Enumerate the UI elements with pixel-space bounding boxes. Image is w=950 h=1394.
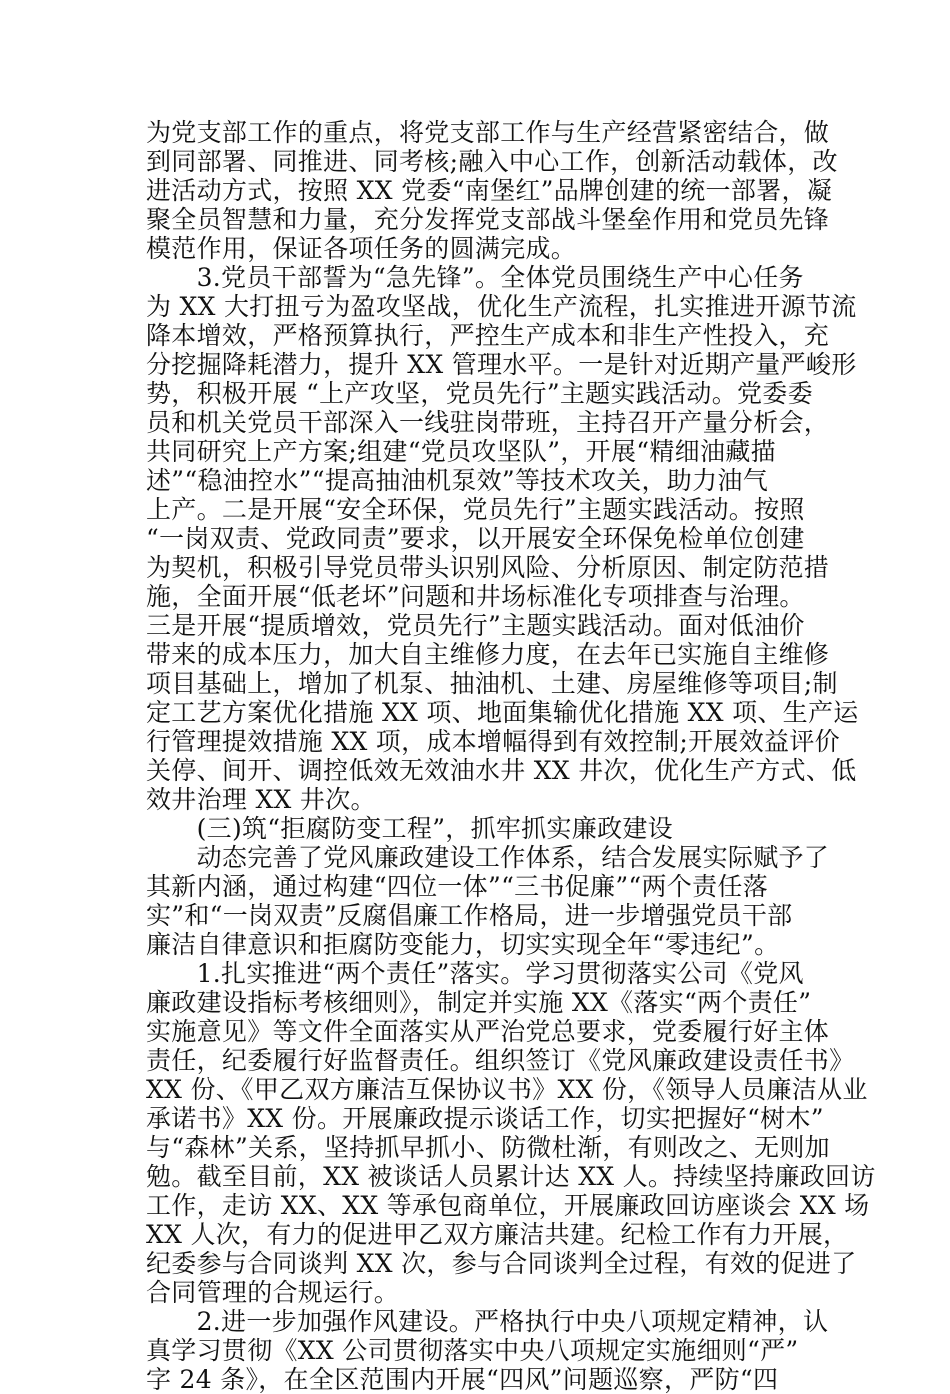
text-line: 模范作用，保证各项任务的圆满完成。 [146, 234, 577, 263]
text-line: 述”“稳油控水”“提高抽油机泵效”等技术攻关，助力油气 [146, 466, 769, 495]
text-line: 员和机关党员干部深入一线驻岗带班，主持召开产量分析会， [146, 408, 830, 437]
text-line: 效井治理 XX 井次。 [146, 785, 376, 814]
text-line: 合同管理的合规运行。 [146, 1278, 400, 1307]
text-line: XX 人次，有力的促进甲乙双方廉洁共建。纪检工作有力开展， [146, 1220, 849, 1249]
text-line: 上产。二是开展“安全环保，党员先行”主题实践活动。按照 [146, 495, 805, 524]
text-line: 勉。截至目前，XX 被谈话人员累计达 XX 人。持续坚持廉政回访 [146, 1162, 876, 1191]
text-line: (三)筑“拒腐防变工程”，抓牢抓实廉政建设 [146, 814, 673, 843]
text-line: 廉政建设指标考核细则》，制定并实施 XX《落实“两个责任” [146, 988, 812, 1017]
text-line: 实”和“一岗双责”反腐倡廉工作格局，进一步增强党员干部 [146, 901, 793, 930]
text-line: 廉洁自律意识和拒腐防变能力，切实实现全年“零违纪”。 [146, 930, 780, 959]
text-line: 行管理提效措施 XX 项，成本增幅得到有效控制;开展效益评价 [146, 727, 840, 756]
text-line: 实施意见》等文件全面落实从严治党总要求，党委履行好主体 [146, 1017, 830, 1046]
text-line: 其新内涵，通过构建“四位一体”“三书促廉”“两个责任落 [146, 872, 769, 901]
text-line: 共同研究上产方案;组建“党员攻坚队”，开展“精细油藏描 [146, 437, 776, 466]
text-line: 责任，纪委履行好监督责任。组织签订《党风廉政建设责任书》 [146, 1046, 855, 1075]
text-line: 进活动方式，按照 XX 党委“南堡红”品牌创建的统一部署，凝 [146, 176, 833, 205]
text-line: 降本增效，严格预算执行，严控生产成本和非生产性投入，充 [146, 321, 830, 350]
text-line: 为党支部工作的重点，将党支部工作与生产经营紧密结合，做 [146, 118, 830, 147]
text-line: 聚全员智慧和力量，充分发挥党支部战斗堡垒作用和党员先锋 [146, 205, 830, 234]
text-line: 为契机，积极引导党员带头识别风险、分析原因、制定防范措 [146, 553, 830, 582]
text-line: 分挖掘降耗潜力，提升 XX 管理水平。一是针对近期产量严峻形 [146, 350, 857, 379]
text-line: 字 24 条》，在全区范围内开展“四风”问题巡察，严防“四 [146, 1365, 779, 1394]
text-line: 施，全面开展“低老坏”问题和井场标准化专项排查与治理。 [146, 582, 805, 611]
text-line: 真学习贯彻《XX 公司贯彻落实中央八项规定实施细则“严” [146, 1336, 799, 1365]
text-line: 2.进一步加强作风建设。严格执行中央八项规定精神，认 [146, 1307, 829, 1336]
text-line: 势，积极开展 “上产攻坚，党员先行”主题实践活动。党委委 [146, 379, 813, 408]
text-line: 与“森林”关系，坚持抓早抓小、防微杜渐，有则改之、无则加 [146, 1133, 830, 1162]
text-line: 3.党员干部誓为“急先锋”。全体党员围绕生产中心任务 [146, 263, 804, 292]
text-line: “一岗双责、党政同责”要求，以开展安全环保免检单位创建 [146, 524, 805, 553]
text-line: XX 份、《甲乙双方廉洁互保协议书》XX 份，《领导人员廉洁从业 [146, 1075, 868, 1104]
document-body [146, 118, 876, 1394]
text-line: 到同部署、同推进、同考核;融入中心工作，创新活动载体，改 [146, 147, 838, 176]
text-line: 三是开展“提质增效，党员先行”主题实践活动。面对低油价 [146, 611, 805, 640]
text-line: 纪委参与合同谈判 XX 次，参与合同谈判全过程，有效的促进了 [146, 1249, 857, 1278]
text-line: 动态完善了党风廉政建设工作体系，结合发展实际赋予了 [146, 843, 830, 872]
text-line: 定工艺方案优化措施 XX 项、地面集输优化措施 XX 项、生产运 [146, 698, 859, 727]
text-line: 带来的成本压力，加大自主维修力度，在去年已实施自主维修 [146, 640, 830, 669]
text-line: 关停、间开、调控低效无效油水井 XX 井次，优化生产方式、低 [146, 756, 857, 785]
text-line: 项目基础上，增加了机泵、抽油机、土建、房屋维修等项目;制 [146, 669, 838, 698]
text-line: 工作，走访 XX、XX 等承包商单位，开展廉政回访座谈会 XX 场 [146, 1191, 870, 1220]
text-line: 为 XX 大打扭亏为盈攻坚战，优化生产流程，扎实推进开源节流 [146, 292, 857, 321]
text-line: 1.扎实推进“两个责任”落实。学习贯彻落实公司《党风 [146, 959, 804, 988]
text-line: 承诺书》XX 份。开展廉政提示谈话工作，切实把握好“树木” [146, 1104, 824, 1133]
